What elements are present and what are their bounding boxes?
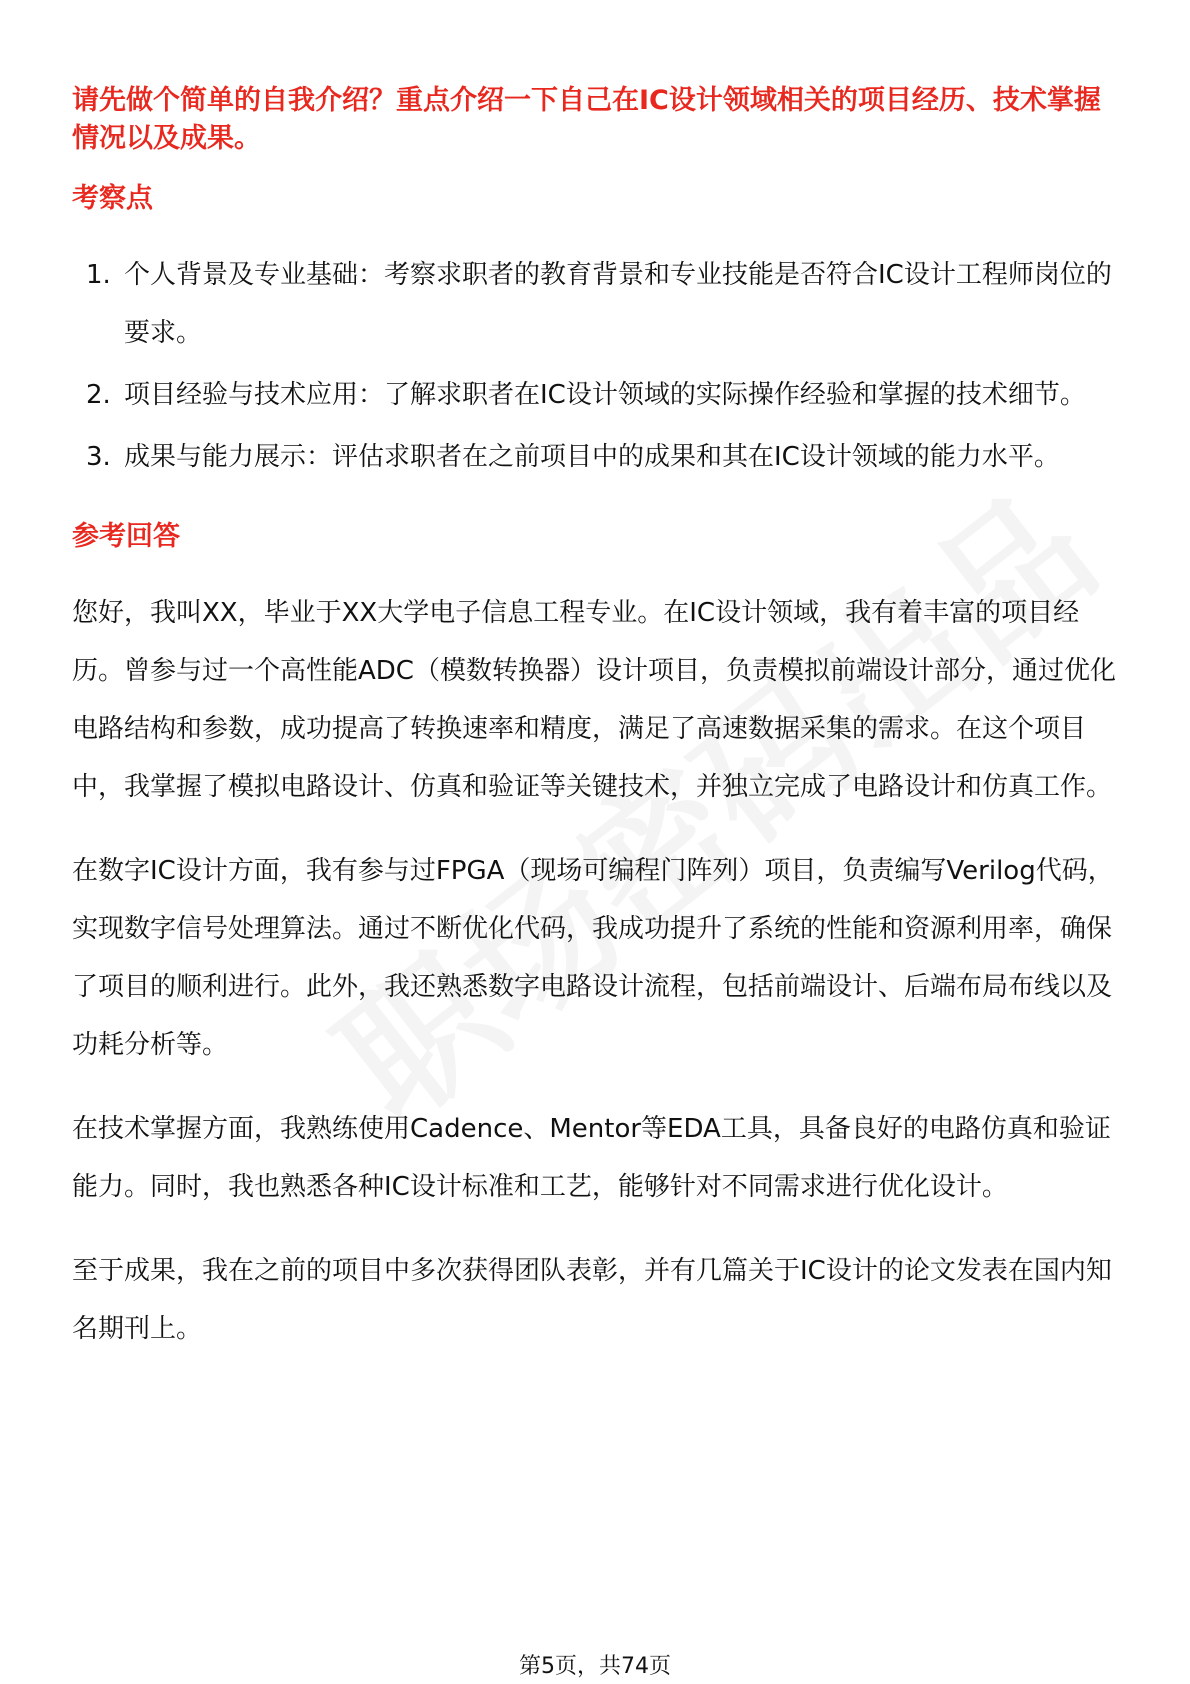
answer-heading: 参考回答 [72,521,180,552]
list-item-text: 个人背景及专业基础：考察求职者的教育背景和专业技能是否符合IC设计工程师岗位的要求。 [124,260,1112,348]
list-number: 1. [86,260,111,290]
document-page [72,82,1122,1384]
answer-paragraph: 您好，我叫XX，毕业于XX大学电子信息工程专业。在IC设计领域，我有着丰富的项目经历。曾参与过一个高性能ADC（模数转换器）设计项目，负责模拟前端设计部分，通过优化电路结构和参数，成功提高了转换速率和精度，满足了高速数据采集的需求。在这个项目中，我掌握了模拟电路设计、仿真和验证等关键技术，并独立完成了电路设计和仿真工作。 [72,598,1116,802]
list-number: 2. [86,380,111,410]
points-heading: 考察点 [72,183,153,214]
points-list [72,246,1122,486]
answer-paragraph: 在数字IC设计方面，我有参与过FPGA（现场可编程门阵列）项目，负责编写Verilog代码，实现数字信号处理算法。通过不断优化代码，我成功提升了系统的性能和资源利用率，确保了项目的顺利进行。此外，我还熟悉数字电路设计流程，包括前端设计、后端布局布线以及功耗分析等。 [72,856,1114,1060]
list-number: 3. [86,442,111,472]
list-item [72,366,1122,424]
list-item [72,428,1122,486]
list-item-text: 项目经验与技术应用：了解求职者在IC设计领域的实际操作经验和掌握的技术细节。 [124,380,1086,410]
answer-body [72,584,1122,1358]
answer-paragraph: 在技术掌握方面，我熟练使用Cadence、Mentor等EDA工具，具备良好的电路仿真和验证能力。同时，我也熟悉各种IC设计标准和工艺，能够针对不同需求进行优化设计。 [72,1114,1111,1202]
list-item [72,246,1122,362]
list-item-text: 成果与能力展示：评估求职者在之前项目中的成果和其在IC设计领域的能力水平。 [124,442,1060,472]
answer-paragraph: 至于成果，我在之前的项目中多次获得团队表彰，并有几篇关于IC设计的论文发表在国内知名期刊上。 [72,1256,1112,1344]
question-title: 请先做个简单的自我介绍？重点介绍一下自己在IC设计领域相关的项目经历、技术掌握情况以及成果。 [72,85,1101,154]
page-footer: 第5页，共74页 [519,1654,671,1679]
